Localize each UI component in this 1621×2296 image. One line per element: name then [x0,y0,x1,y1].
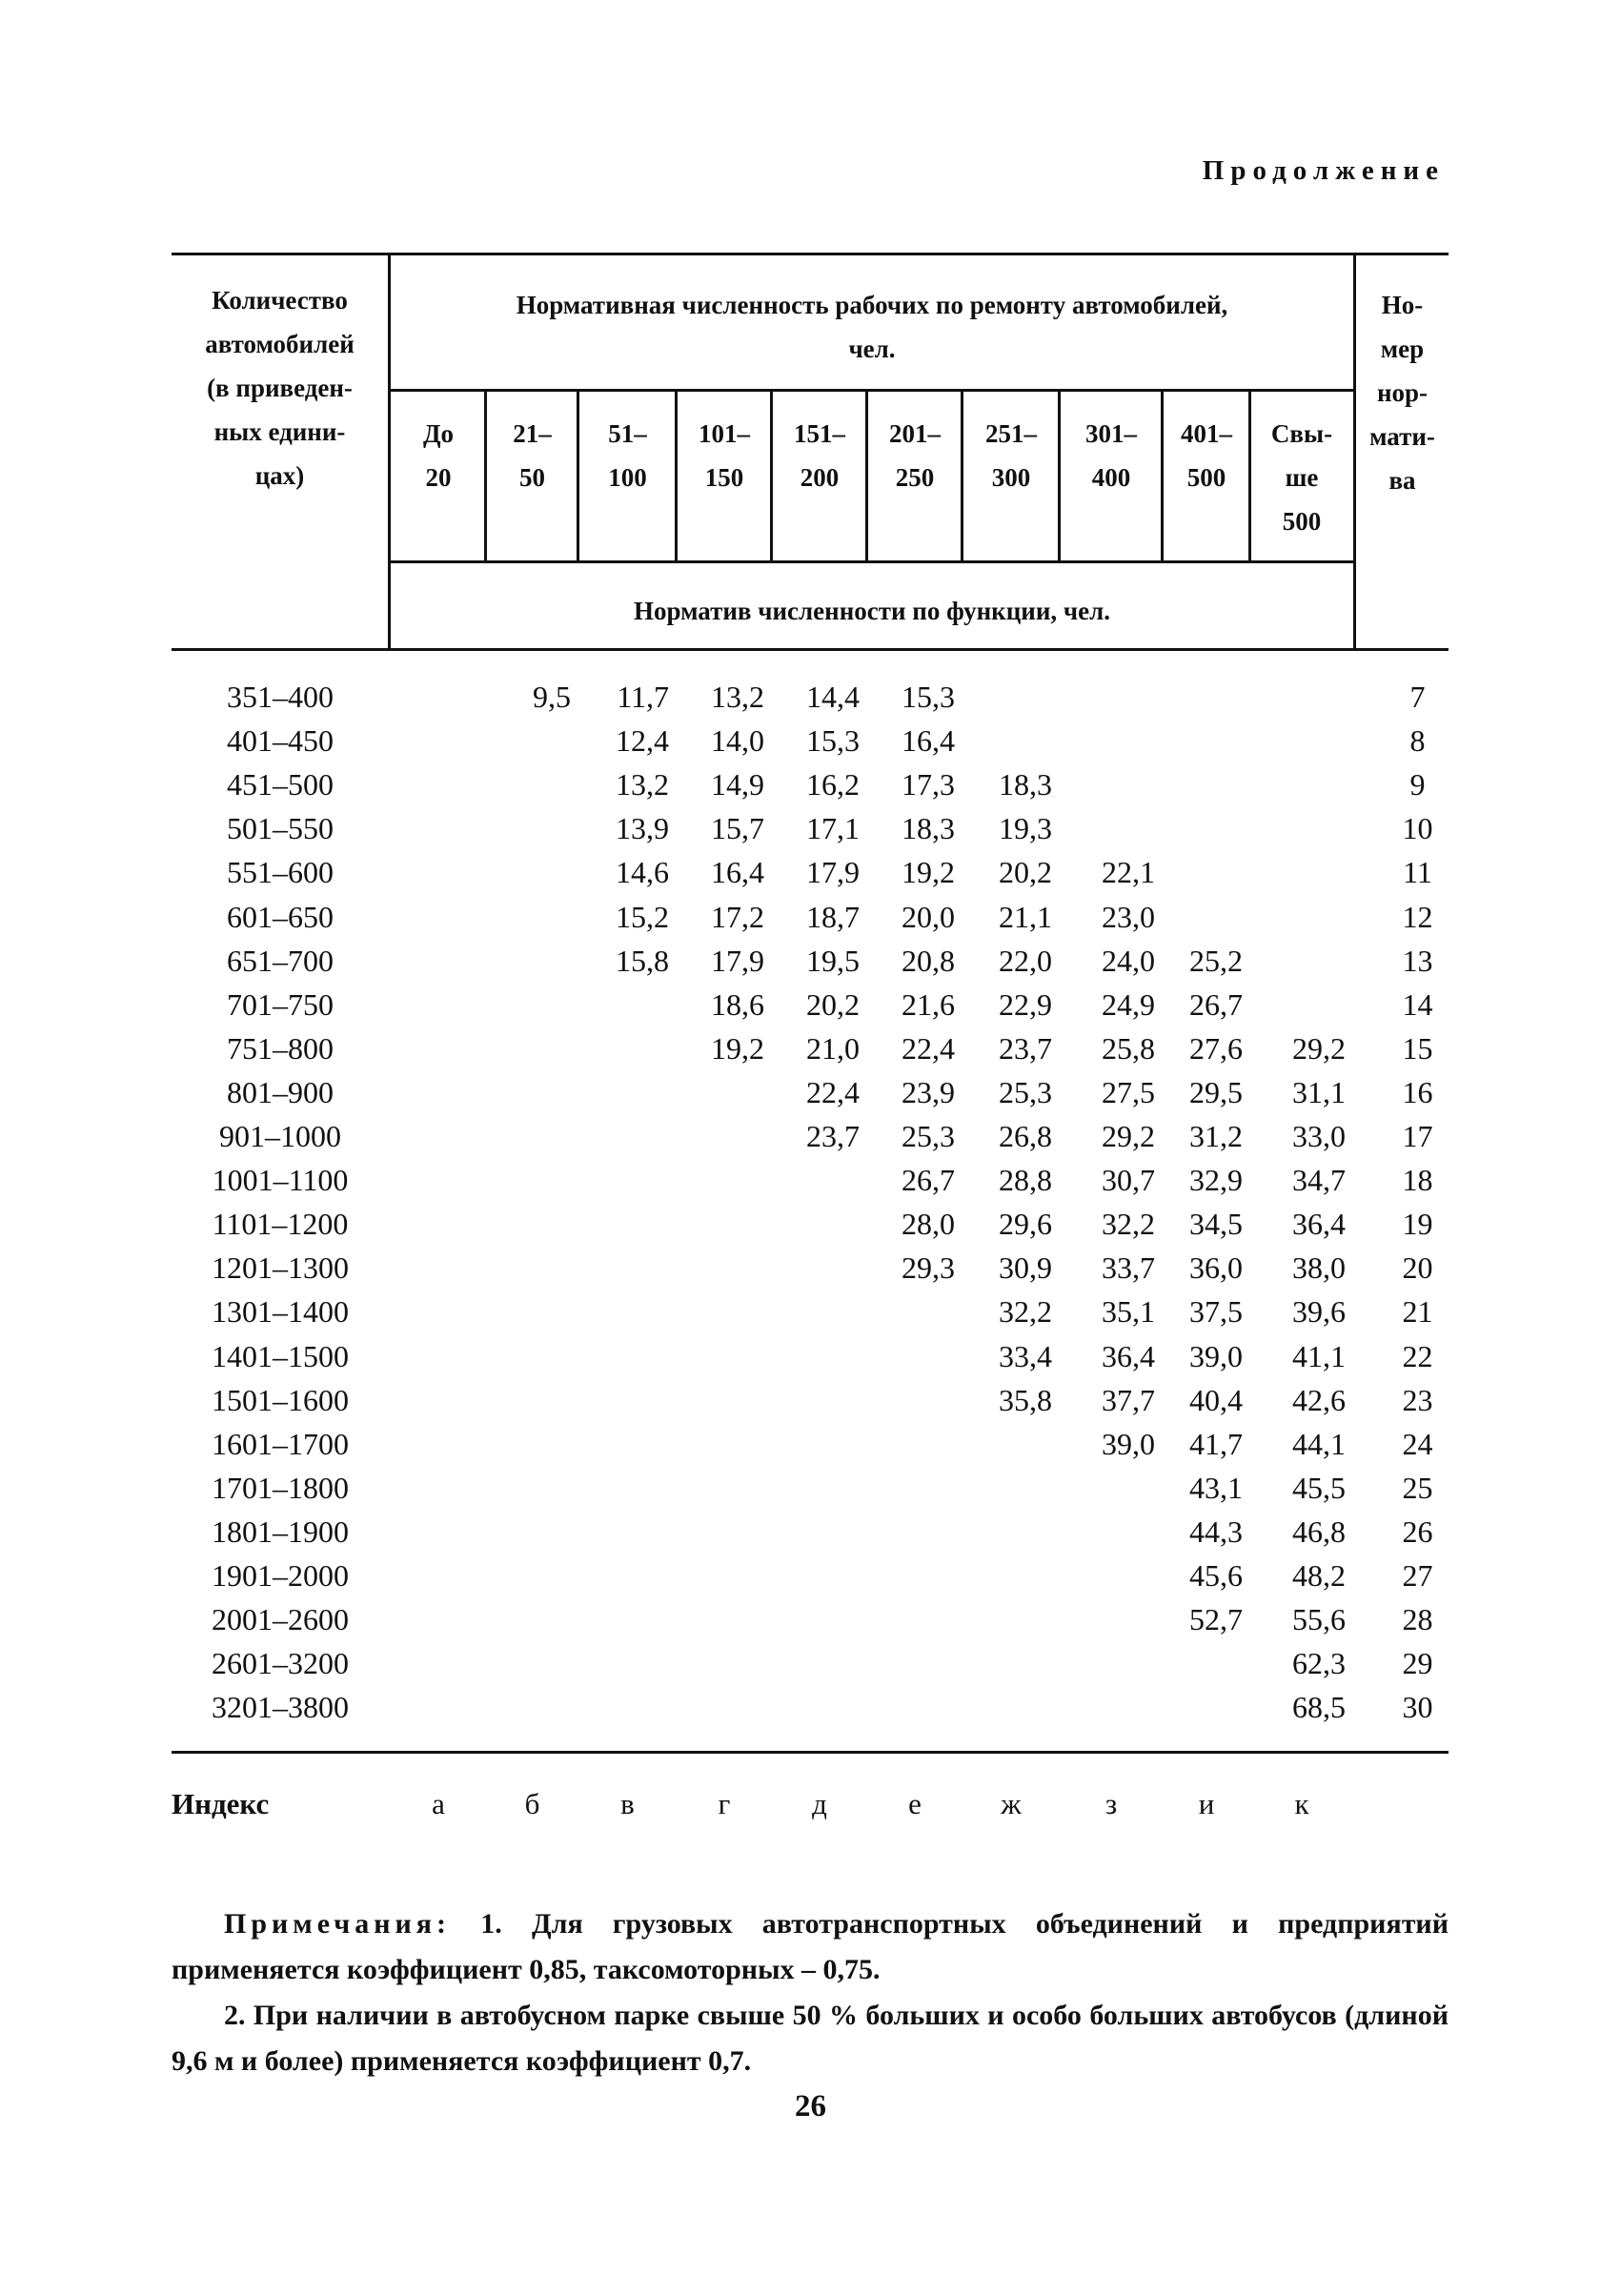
table-row [172,1510,1449,1554]
row-norm-number: 26 [1402,1514,1433,1549]
table-row [172,719,1449,762]
row-value: 37,5 [1189,1294,1243,1330]
row-value: 25,3 [902,1119,955,1153]
row-value: 52,7 [1189,1602,1243,1637]
row-quantity: 551–600 [227,855,334,890]
row-norm-number: 7 [1409,680,1426,714]
row-quantity: 751–800 [227,1030,334,1066]
subcol-header-text: 151– 200 [794,419,845,492]
row-value: 43,1 [1189,1470,1243,1505]
header-number-text: Но- мер нор- мати- ва [1369,291,1435,495]
subcol-header-text: 401– 500 [1181,419,1232,492]
table-row [172,1422,1449,1466]
row-quantity: 1601–1700 [212,1426,349,1461]
row-value: 23,0 [1102,899,1155,934]
index-letter: е [908,1787,922,1820]
notes [172,1901,1449,2084]
row-quantity: 651–700 [227,943,334,978]
header-group-cell [391,283,1353,388]
index-letter: а [432,1787,445,1820]
table-row [172,895,1449,939]
row-value: 34,7 [1292,1163,1346,1198]
row-value: 32,2 [1102,1207,1155,1242]
row-value: 41,7 [1189,1426,1243,1461]
subcol-header [578,412,677,555]
row-value: 22,1 [1102,855,1155,890]
row-value: 45,6 [1189,1558,1243,1593]
row-value: 14,6 [616,855,669,890]
table-row [172,1466,1449,1510]
subcol-header [772,412,867,555]
table-row [172,1114,1449,1158]
row-value: 20,2 [999,855,1052,890]
row-norm-number: 30 [1402,1690,1433,1725]
row-quantity: 451–500 [227,767,334,803]
row-value: 14,0 [711,723,764,759]
table-row [172,675,1449,719]
row-value: 36,4 [1292,1207,1346,1242]
row-value: 32,2 [999,1294,1052,1330]
row-value: 17,9 [806,855,860,890]
row-value: 28,0 [902,1207,955,1242]
table-row [172,1070,1449,1114]
subcol-header [867,412,962,555]
table-row [172,1641,1449,1685]
row-norm-number: 27 [1402,1558,1433,1593]
row-norm-number: 9 [1409,767,1426,803]
row-value: 25,3 [999,1074,1052,1109]
table-row [172,806,1449,850]
row-value: 20,2 [806,986,860,1022]
row-value: 33,7 [1102,1250,1155,1286]
row-value: 18,6 [711,986,764,1022]
index-letter: в [620,1787,635,1820]
row-value: 36,4 [1102,1338,1155,1373]
row-quantity: 601–650 [227,899,334,934]
row-value: 33,0 [1292,1119,1346,1153]
table-row [172,1378,1449,1422]
row-value: 30,7 [1102,1163,1155,1198]
index-letter: з [1104,1787,1118,1820]
row-value: 16,4 [711,855,764,890]
row-value: 30,9 [999,1250,1052,1286]
row-norm-number: 8 [1409,723,1426,759]
index-row [172,1780,1449,1828]
row-quantity: 1701–1800 [212,1470,349,1505]
row-value: 13,9 [616,811,669,846]
row-value: 27,5 [1102,1074,1155,1109]
row-value: 17,2 [711,899,764,934]
row-norm-number: 11 [1403,855,1432,890]
row-value: 15,3 [902,680,955,714]
index-letter: д [812,1787,827,1820]
row-norm-number: 16 [1402,1074,1433,1109]
header-number-cell [1356,283,1449,531]
row-norm-number: 23 [1402,1382,1433,1417]
row-value: 45,5 [1292,1470,1346,1505]
subcol-header [1163,412,1250,555]
table-bottom-rule [172,1751,1449,1754]
subcol-header [391,412,486,555]
row-value: 23,7 [999,1030,1052,1066]
subcol-header [1060,412,1163,555]
table-row [172,1290,1449,1333]
row-value: 19,2 [711,1030,764,1066]
row-value: 22,0 [999,943,1052,978]
row-value: 25,8 [1102,1030,1155,1066]
note-1-text: 1. Для грузовых автотранспортных объединений и предприятий применяется коэффициент 0,85, таксомоторных – 0,75. [172,1908,1449,1985]
group-title-rule [388,389,1355,392]
row-value: 15,3 [806,723,860,759]
header-function-cell [391,589,1353,637]
row-quantity: 801–900 [227,1074,334,1109]
note-1 [172,1901,1449,1993]
row-value: 44,3 [1189,1514,1243,1549]
index-letter: и [1198,1787,1215,1820]
row-quantity: 2601–3200 [212,1646,349,1681]
row-value: 68,5 [1292,1690,1346,1725]
row-quantity: 1201–1300 [212,1250,349,1286]
index-letter: г [718,1787,731,1820]
row-quantity: 1501–1600 [212,1382,349,1417]
row-norm-number: 12 [1402,899,1433,934]
row-value: 9,5 [533,680,571,714]
row-quantity: 2001–2600 [212,1602,349,1637]
row-quantity: 1101–1200 [212,1207,349,1242]
row-value: 24,0 [1102,943,1155,978]
row-value: 21,1 [999,899,1052,934]
row-value: 40,4 [1189,1382,1243,1417]
row-value: 24,9 [1102,986,1155,1022]
row-value: 33,4 [999,1338,1052,1373]
row-value: 19,3 [999,811,1052,846]
row-value: 46,8 [1292,1514,1346,1549]
page-number: 26 [795,2089,826,2123]
row-value: 18,3 [902,811,955,846]
table-row [172,939,1449,983]
subcol-header-text: Свы- ше 500 [1270,419,1333,536]
row-value: 29,2 [1102,1119,1155,1153]
table-row [172,1554,1449,1597]
row-quantity: 1901–2000 [212,1558,349,1593]
table-row [172,1246,1449,1290]
row-norm-number: 25 [1402,1470,1433,1505]
row-value: 12,4 [616,723,669,759]
row-value: 26,7 [1189,986,1243,1022]
table-row [172,1334,1449,1378]
row-quantity: 1401–1500 [212,1338,349,1373]
index-letter: б [524,1787,540,1820]
table-row [172,1026,1449,1070]
index-letter: ж [1001,1787,1022,1820]
row-value: 29,5 [1189,1074,1243,1109]
table-top-rule [172,253,1449,255]
row-value: 42,6 [1292,1382,1346,1417]
row-value: 20,8 [902,943,955,978]
subcol-header-text: 251– 300 [985,419,1037,492]
row-value: 39,0 [1102,1426,1155,1461]
row-norm-number: 14 [1402,986,1433,1022]
table-row [172,762,1449,806]
row-value: 25,2 [1189,943,1243,978]
subcol-header [1250,412,1353,555]
header-quantity-cell [172,278,388,526]
row-value: 11,7 [617,680,669,714]
row-value: 36,0 [1189,1250,1243,1286]
table-row [172,1158,1449,1202]
table-row [172,1597,1449,1641]
subcol-header-text: 301– 400 [1085,419,1137,492]
row-value: 34,5 [1189,1207,1243,1242]
row-quantity: 901–1000 [219,1119,341,1153]
row-value: 16,4 [902,723,955,759]
row-value: 23,7 [806,1119,860,1153]
row-quantity: 1801–1900 [212,1514,349,1549]
subcol-header-text: До 20 [422,419,455,492]
row-value: 26,7 [902,1163,955,1198]
note-2-text: 2. При наличии в автобусном парке свыше 50 % больших и особо больших автобусов (длиной 9,6 м и более) применяется коэффициент 0,7. [172,2000,1449,2077]
row-value: 31,2 [1189,1119,1243,1153]
row-value: 13,2 [616,767,669,803]
row-value: 18,3 [999,767,1052,803]
row-value: 29,2 [1292,1030,1346,1066]
table-row [172,1685,1449,1729]
row-norm-number: 17 [1402,1119,1433,1153]
row-value: 29,6 [999,1207,1052,1242]
row-value: 13,2 [711,680,764,714]
row-value: 62,3 [1292,1646,1346,1681]
header-bottom-rule [172,648,1449,651]
row-quantity: 351–400 [227,680,334,714]
row-value: 17,9 [711,943,764,978]
table-row [172,850,1449,894]
row-norm-number: 18 [1402,1163,1433,1198]
row-value: 39,6 [1292,1294,1346,1330]
row-value: 14,9 [711,767,764,803]
row-value: 21,6 [902,986,955,1022]
row-value: 20,0 [902,899,955,934]
subcol-header-text: 21– 50 [513,419,552,492]
row-quantity: 1301–1400 [212,1294,349,1330]
subcol-header [677,412,772,555]
table-row [172,983,1449,1026]
row-value: 17,1 [806,811,860,846]
row-norm-number: 15 [1402,1030,1433,1066]
row-value: 37,7 [1102,1382,1155,1417]
row-value: 41,1 [1292,1338,1346,1373]
notes-title: Примечания: [224,1908,452,1940]
row-value: 35,1 [1102,1294,1155,1330]
subcol-header-text: 201– 250 [889,419,941,492]
row-norm-number: 19 [1402,1207,1433,1242]
continuation-label: Продолжение [1202,155,1445,186]
row-value: 23,9 [902,1074,955,1109]
row-quantity: 1001–1100 [212,1163,349,1198]
subcol-header-text: 51– 100 [608,419,647,492]
row-norm-number: 29 [1402,1646,1433,1681]
function-row-rule [388,560,1355,563]
row-value: 26,8 [999,1119,1052,1153]
row-value: 28,8 [999,1163,1052,1198]
subcol-header [962,412,1060,555]
row-value: 55,6 [1292,1602,1346,1637]
subcol-header [486,412,578,555]
row-value: 21,0 [806,1030,860,1066]
row-value: 32,9 [1189,1163,1243,1198]
row-value: 15,2 [616,899,669,934]
row-value: 22,4 [902,1030,955,1066]
row-value: 38,0 [1292,1250,1346,1286]
row-norm-number: 24 [1402,1426,1433,1461]
row-quantity: 401–450 [227,723,334,759]
row-quantity: 501–550 [227,811,334,846]
header-quantity-text: Количество автомобилей (в приведен- ных едини- цах) [205,286,355,490]
row-norm-number: 13 [1402,943,1433,978]
row-value: 15,7 [711,811,764,846]
row-norm-number: 21 [1402,1294,1433,1330]
row-value: 19,2 [902,855,955,890]
row-norm-number: 10 [1402,811,1433,846]
row-value: 14,4 [806,680,860,714]
row-value: 22,4 [806,1074,860,1109]
row-value: 29,3 [902,1250,955,1286]
row-value: 17,3 [902,767,955,803]
row-value: 44,1 [1292,1426,1346,1461]
row-value: 48,2 [1292,1558,1346,1593]
row-value: 31,1 [1292,1074,1346,1109]
row-value: 18,7 [806,899,860,934]
index-letter: к [1294,1787,1309,1820]
row-norm-number: 28 [1402,1602,1433,1637]
row-norm-number: 20 [1402,1250,1433,1286]
row-value: 27,6 [1189,1030,1243,1066]
row-quantity: 3201–3800 [212,1690,349,1725]
header-function-text: Норматив численности по функции, чел. [633,597,1111,625]
table-row [172,1202,1449,1246]
index-label: Индекс [172,1787,270,1820]
row-norm-number: 22 [1402,1338,1433,1373]
row-value: 16,2 [806,767,860,803]
row-value: 22,9 [999,986,1052,1022]
row-value: 19,5 [806,943,860,978]
header-group-title: Нормативная численность рабочих по ремонту автомобилей, чел. [516,291,1228,363]
subcol-header-text: 101– 150 [699,419,750,492]
row-value: 15,8 [616,943,669,978]
row-value: 39,0 [1189,1338,1243,1373]
row-value: 35,8 [999,1382,1052,1417]
row-quantity: 701–750 [227,986,334,1022]
note-2 [172,1993,1449,2084]
